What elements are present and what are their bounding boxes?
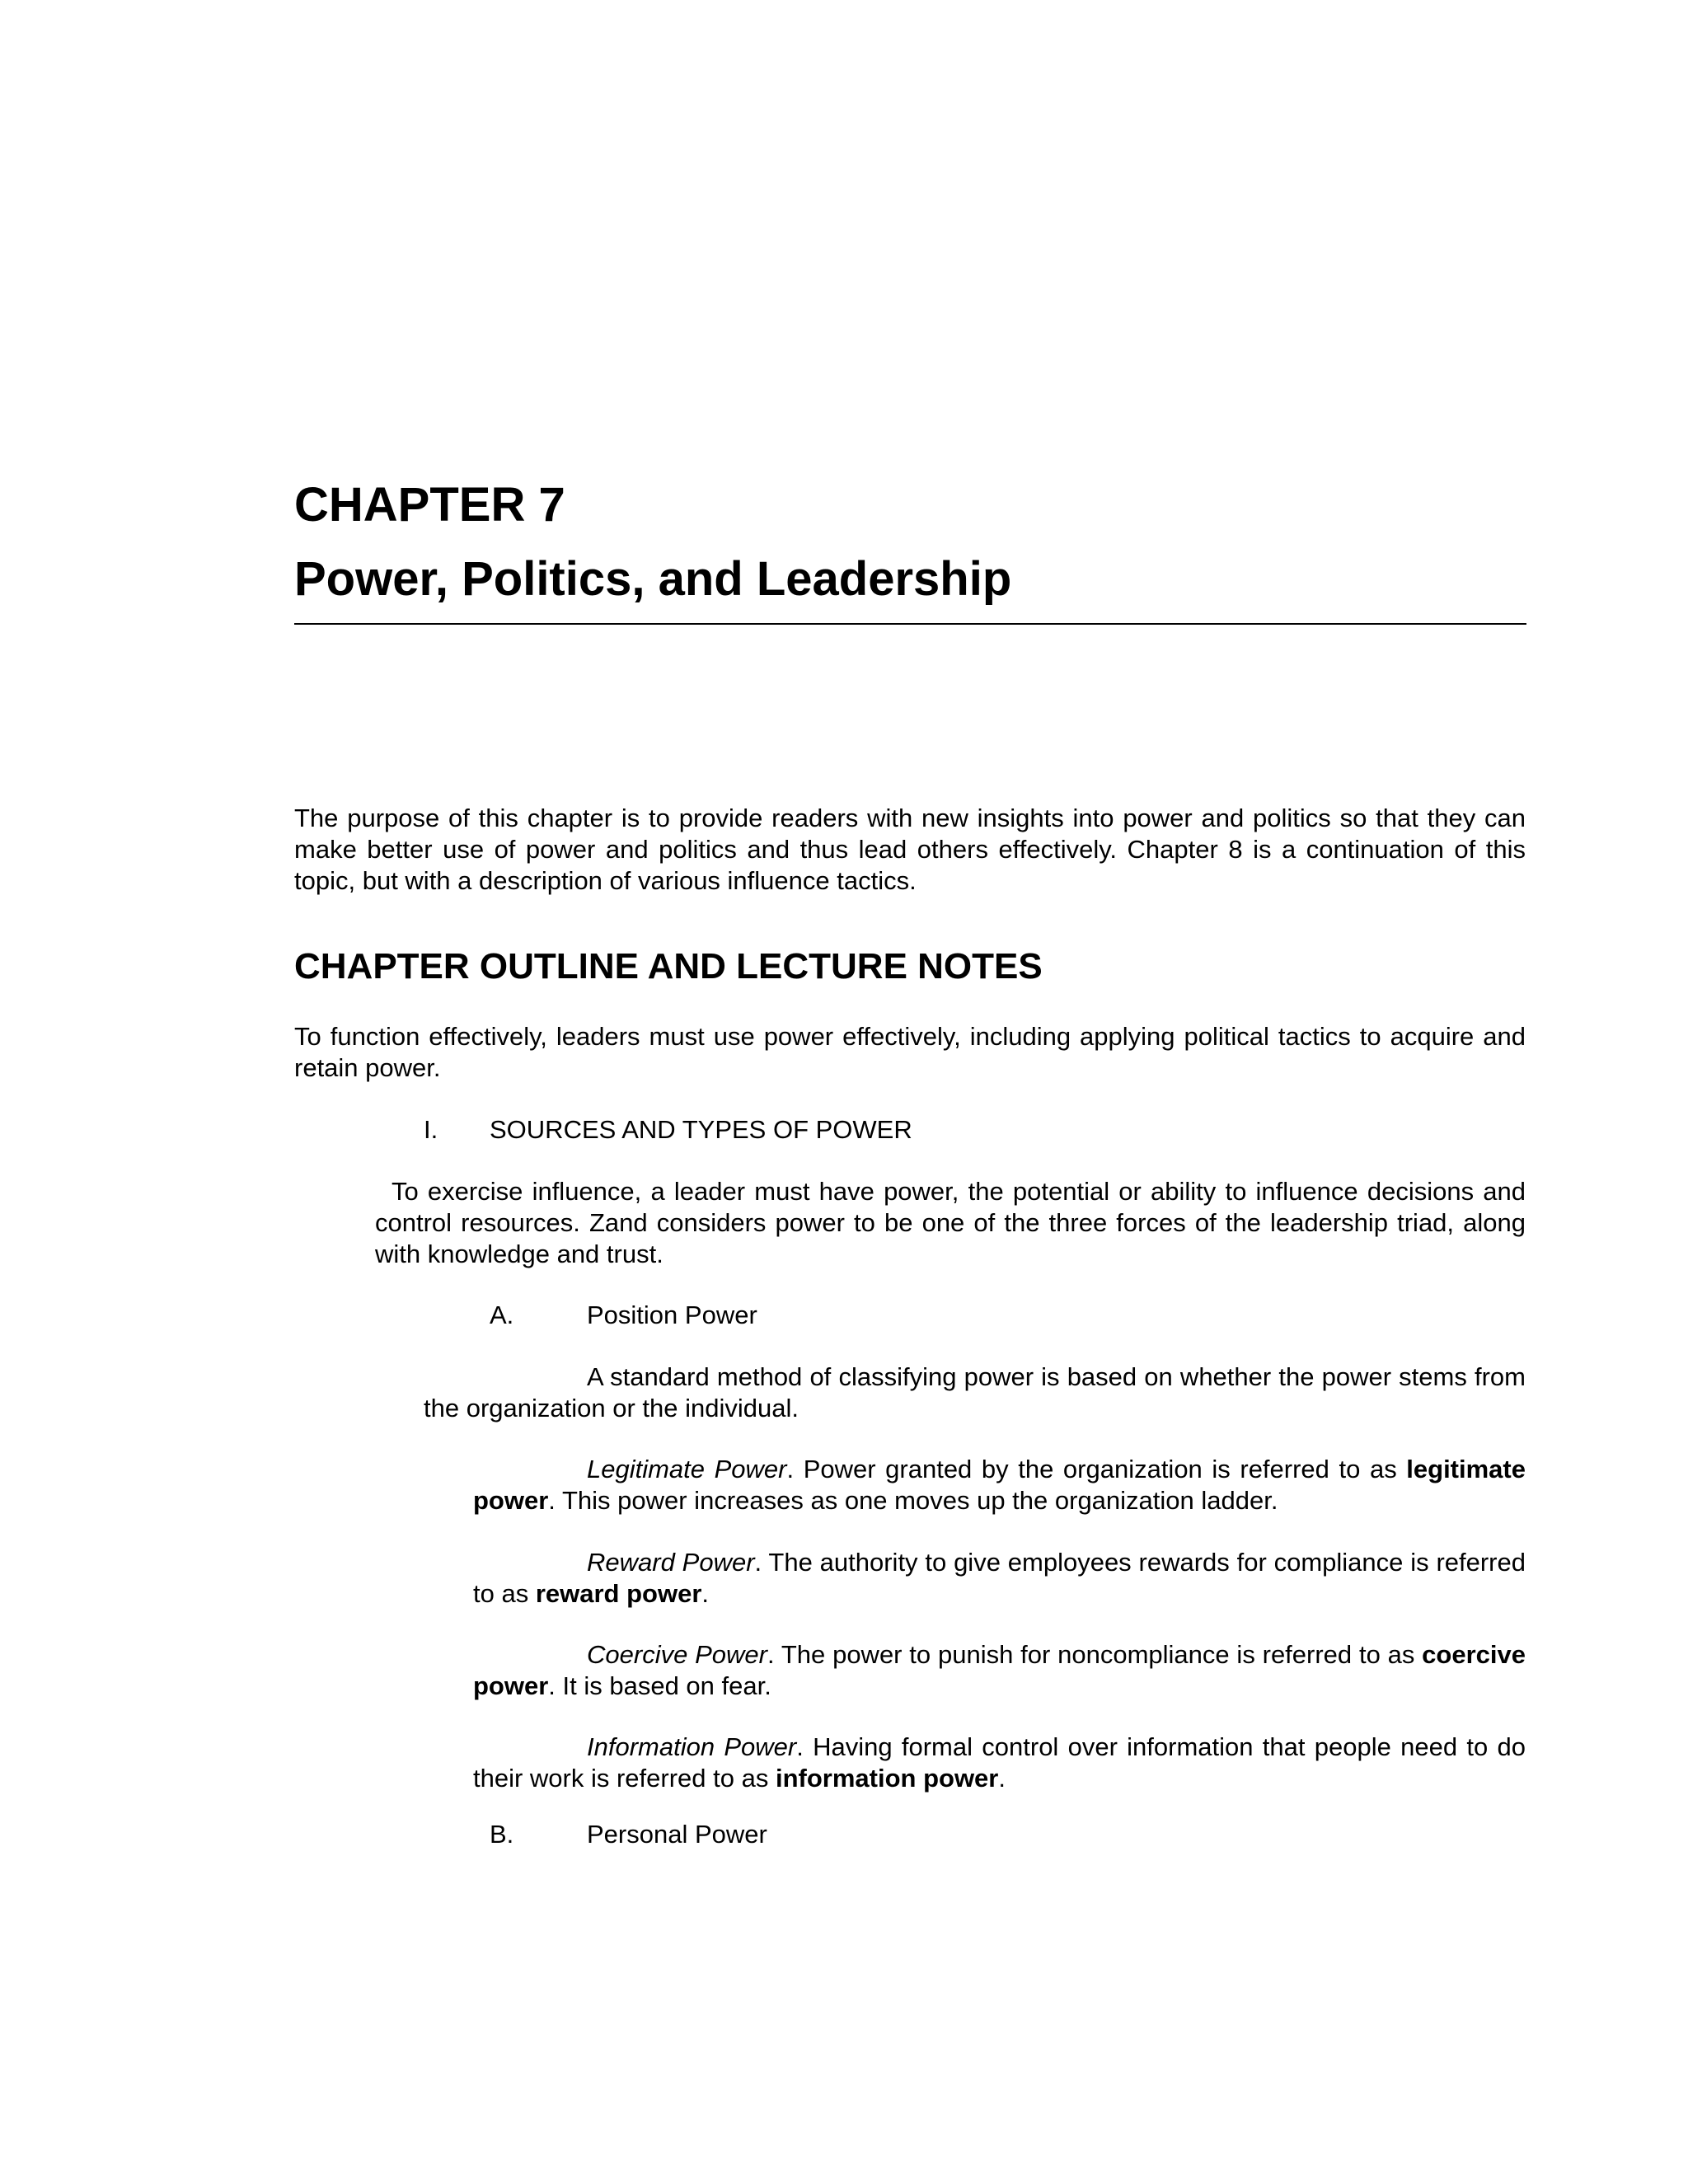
information-power-bold: information power (775, 1764, 999, 1793)
coercive-power-term: Coercive Power (587, 1640, 767, 1669)
information-power-text-end: . (998, 1764, 1006, 1793)
reward-power-text: . The authority to give employees rewards for compliance is referred to as (473, 1548, 1526, 1608)
reward-power-text-end: . (701, 1579, 710, 1608)
coercive-power-text: . The power to punish for noncompliance is referred to as (767, 1640, 1423, 1669)
chapter-title: Power, Politics, and Leadership (294, 552, 1012, 606)
outline-intro-paragraph: To function effectively, leaders must use power effectively, including applying political tactics to acquire and retain power. (294, 1022, 1526, 1082)
reward-power-term: Reward Power (587, 1548, 755, 1577)
information-power-term: Information Power (587, 1732, 797, 1761)
legitimate-power-bold: legitimate power (473, 1455, 1526, 1515)
coercive-power-bold: coercive power (473, 1640, 1526, 1700)
chapter-purpose-paragraph: The purpose of this chapter is to provide readers with new insights into power and politics so that they can make better use of power and politics and thus lead others effectively. Chapter 8 is a continuation of this topic, but with a description of various influence tactics. (294, 804, 1526, 895)
legitimate-power-term: Legitimate Power (587, 1455, 787, 1483)
position-power-paragraph: A standard method of classifying power is based on whether the power stems from the organization or the individual. (424, 1362, 1526, 1422)
reward-power-paragraph (473, 1547, 1526, 1610)
subsection-b-marker: B. (490, 1820, 514, 1849)
sources-of-power-paragraph: To exercise influence, a leader must have power, the potential or ability to influence decisions and control resources. Zand considers power to be one of the three forces of the leadership triad, along with knowledge and trust. (375, 1177, 1526, 1268)
section-one-marker: I. (424, 1115, 438, 1144)
legitimate-power-paragraph (473, 1454, 1526, 1516)
subsection-b-heading: Personal Power (587, 1820, 767, 1849)
information-power-paragraph (473, 1732, 1526, 1794)
section-one-heading: SOURCES AND TYPES OF POWER (490, 1115, 912, 1144)
legitimate-power-text-end: . This power increases as one moves up the organization ladder. (548, 1486, 1278, 1515)
subsection-a-marker: A. (490, 1301, 514, 1329)
reward-power-bold: reward power (535, 1579, 702, 1608)
legitimate-power-text: . Power granted by the organization is referred to as (786, 1455, 1407, 1483)
coercive-power-text-end: . It is based on fear. (548, 1671, 771, 1700)
title-divider (294, 623, 1526, 625)
subsection-a-heading: Position Power (587, 1301, 757, 1329)
information-power-text: . Having formal control over information that people need to do their work is referred to as (473, 1732, 1526, 1793)
outline-heading: CHAPTER OUTLINE AND LECTURE NOTES (294, 946, 1043, 987)
coercive-power-paragraph (473, 1639, 1526, 1702)
chapter-number: CHAPTER 7 (294, 478, 565, 532)
